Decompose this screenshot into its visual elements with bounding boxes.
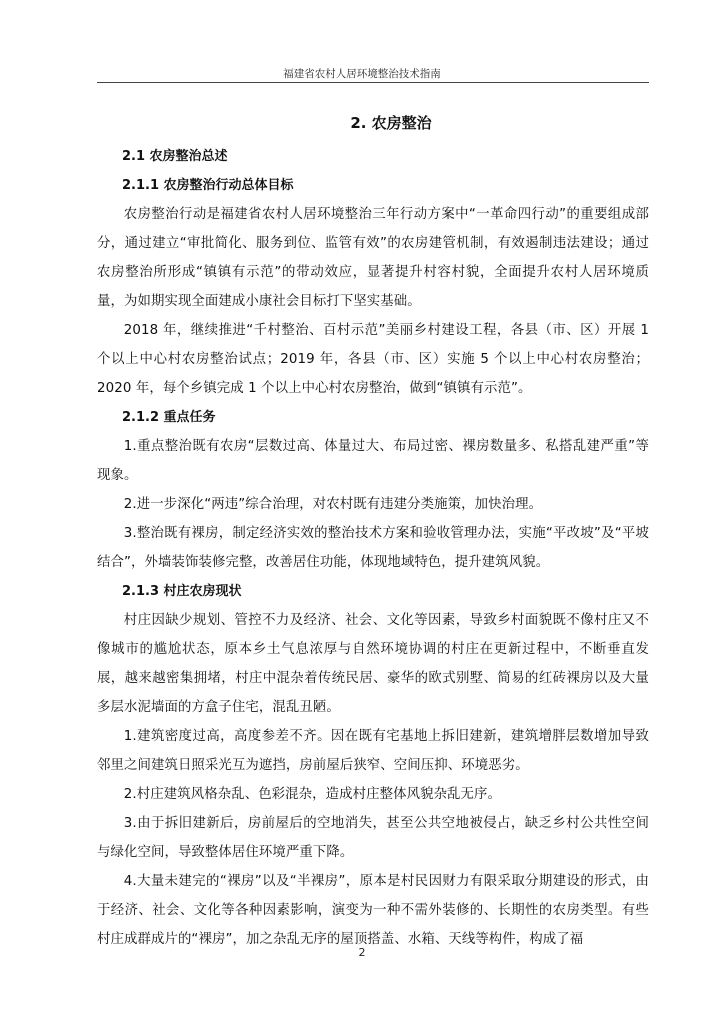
chapter-title: 2. 农房整治 — [350, 114, 432, 132]
page-number: 2 — [358, 946, 366, 959]
paragraph-status-3: 3.由于拆旧建新后，房前屋后的空地消失，甚至公共空地被侵占，缺乏乡村公共性空间与绿化空间，导致整体居住环境严重下降。 — [97, 816, 649, 860]
paragraph-status-4: 4.大量未建完的“裸房”以及“半裸房”，原本是村民因财力有限采取分期建设的形式，由于经济、社会、文化等各种因素影响，演变为一种不需外装修的、长期性的农房类型。有些村庄成群成片的“裸房”，加之杂乱无序的屋顶搭盖、水箱、天线等构件，构成了福 — [97, 874, 649, 947]
paragraph-status-2: 2.村庄建筑风格杂乱、色彩混杂，造成村庄整体风貌杂乱无序。 — [123, 787, 502, 802]
paragraph-status-1: 1.建筑密度过高，高度参差不齐。因在既有宅基地上拆旧建新，建筑增胖层数增加导致邻里之间建筑日照采光互为遮挡，房前屋后狭窄、空间压抑、环境恶劣。 — [97, 729, 649, 773]
paragraph-task-3: 3.整治既有裸房，制定经济实效的整治技术方案和验收管理办法，实施“平改坡”及“平坡结合”，外墙装饰装修完整，改善居住功能，体现地域特色，提升建筑风貌。 — [97, 526, 649, 570]
paragraph-task-2: 2.进一步深化“两违”综合治理，对农村既有违建分类施策，加快治理。 — [123, 497, 543, 512]
running-header: 福建省农村人居环境整治技术指南 — [283, 68, 441, 80]
paragraph-status-intro: 村庄因缺少规划、管控不力及经济、社会、文化等因素，导致乡村面貌既不像村庄又不像城市的尴尬状态，原本乡土气息浓厚与自然环境协调的村庄在更新过程中，不断垂直发展，越来越密集拥堵，村庄中混杂着传统民居、豪华的欧式别墅、简易的红砖裸房以及大量多层水泥墙面的方盒子住宅，混乱丑陋。 — [97, 613, 649, 715]
paragraph-goal-1: 农房整治行动是福建省农村人居环境整治三年行动方案中“一革命四行动”的重要组成部分，通过建立“审批简化、服务到位、监管有效”的农房建管机制，有效遏制违法建设；通过农房整治所形成“镇镇有示范”的带动效应，显著提升村容村貌，全面提升农村人居环境质量，为如期实现全面建成小康社会目标打下坚实基础。 — [97, 207, 649, 309]
paragraph-task-1: 1.重点整治既有农房“层数过高、体量过大、布局过密、裸房数量多、私搭乱建严重”等现象。 — [97, 439, 649, 483]
page-body — [97, 108, 649, 954]
section-heading-2-1: 2.1 农房整治总述 — [122, 149, 228, 164]
section-heading-2-1-2: 2.1.2 重点任务 — [122, 410, 216, 425]
section-heading-2-1-3: 2.1.3 村庄农房现状 — [122, 584, 242, 599]
header-divider — [97, 82, 649, 83]
paragraph-goal-2: 2018 年，继续推进“千村整治、百村示范”美丽乡村建设工程，各县（市、区）开展 1 个以上中心村农房整治试点；2019 年，各县（市、区）实施 5 个以上中心村农房整治；2020 年，每个乡镇完成 1 个以上中心村农房整治，做到“镇镇有示范”。 — [97, 323, 649, 396]
section-heading-2-1-1: 2.1.1 农房整治行动总体目标 — [122, 178, 294, 193]
